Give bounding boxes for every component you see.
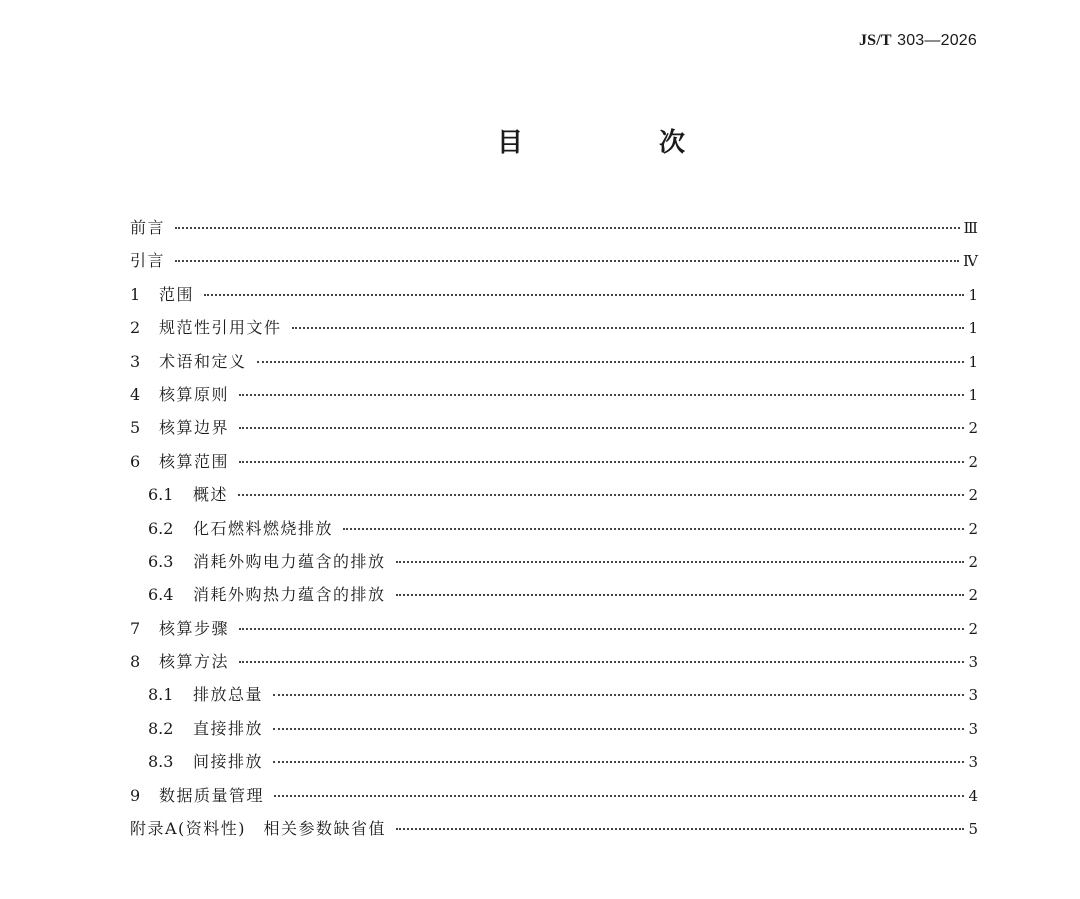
- toc-dot-leader: [273, 760, 964, 763]
- toc-entry-number: 7: [130, 618, 141, 638]
- toc-entry[interactable]: [130, 478, 978, 511]
- toc-entry-title: 化石燃料燃烧排放: [193, 518, 334, 538]
- toc-entry-page: 2: [968, 519, 978, 538]
- toc-entry-number: 8: [130, 652, 141, 672]
- toc-dot-leader: [274, 794, 964, 797]
- toc-entry-number: 8.1: [148, 685, 174, 705]
- document-code: [859, 30, 977, 50]
- toc-entry-title: 附录A(资料性) 相关参数缺省值: [130, 819, 387, 839]
- toc-dot-leader: [343, 527, 964, 530]
- toc-entry-title: 概述: [193, 485, 229, 505]
- toc-entry-number: 8.2: [148, 718, 174, 738]
- toc-entry-title: 核算方法: [159, 652, 230, 672]
- toc-dot-leader: [175, 226, 960, 229]
- toc-entry[interactable]: [130, 545, 978, 578]
- toc-entry-page: 3: [968, 719, 978, 738]
- document-code-number: 303—2026: [897, 32, 977, 49]
- toc-entry-page: 3: [968, 686, 978, 705]
- toc-entry-title: 前言: [130, 218, 166, 237]
- toc-entry-page: 2: [968, 619, 978, 638]
- toc-dot-leader: [204, 293, 964, 296]
- toc-entry-title: 规范性引用文件: [159, 318, 282, 338]
- toc-entry-number: 8.3: [148, 752, 174, 772]
- toc-entry-number: 6: [130, 451, 141, 471]
- toc-entry-number: 3: [130, 351, 141, 371]
- toc-entry[interactable]: [130, 745, 978, 778]
- toc-entry[interactable]: [130, 278, 978, 311]
- toc-entry-number: 2: [130, 318, 141, 338]
- toc-entry-title: 术语和定义: [159, 351, 247, 371]
- toc-entry-page: Ⅲ: [963, 219, 978, 237]
- toc-entry-page: 5: [968, 820, 978, 839]
- toc-entry-page: 2: [968, 452, 978, 471]
- toc-entry[interactable]: [130, 779, 978, 812]
- toc-dot-leader: [239, 660, 964, 663]
- toc-entry-title: 核算原则: [159, 384, 230, 404]
- toc-entry[interactable]: [130, 645, 978, 678]
- toc-entry[interactable]: [130, 378, 978, 411]
- toc-dot-leader: [239, 393, 964, 396]
- toc-entry-page: 2: [968, 552, 978, 571]
- toc-entry-title: 引言: [130, 251, 166, 271]
- toc-entry[interactable]: [130, 311, 978, 344]
- toc-entry-title: 核算范围: [159, 451, 230, 471]
- toc-entry-title: 直接排放: [193, 718, 264, 738]
- toc-entry-page: 1: [968, 285, 978, 304]
- toc-entry[interactable]: [130, 244, 978, 277]
- toc-entry-page: Ⅳ: [963, 252, 978, 271]
- toc-entry-page: 4: [968, 786, 978, 805]
- toc-entry-number: 6.3: [148, 551, 174, 571]
- toc-entry-page: 2: [968, 586, 978, 605]
- toc-entry-number: 9: [130, 785, 141, 805]
- toc-entry-number: 5: [130, 418, 141, 438]
- page-title: 目 次: [497, 128, 741, 158]
- toc-entry-number: 4: [130, 384, 141, 404]
- toc-dot-leader: [396, 593, 965, 596]
- toc-entry-page: 1: [968, 352, 978, 371]
- toc-entry-title: 核算步骤: [159, 618, 230, 638]
- document-code-prefix: JS/T: [858, 32, 892, 49]
- toc-dot-leader: [396, 560, 965, 563]
- toc-entry-number: 6.1: [148, 485, 174, 505]
- toc-entry[interactable]: [130, 445, 978, 478]
- toc-entry-title: 排放总量: [193, 685, 264, 705]
- toc-entry[interactable]: [130, 345, 978, 378]
- toc-entry[interactable]: [130, 211, 978, 244]
- toc-entry-number: 6.4: [148, 585, 174, 605]
- toc-entry-title: 数据质量管理: [159, 785, 265, 805]
- toc-dot-leader: [273, 727, 964, 730]
- toc-dot-leader: [239, 426, 964, 429]
- toc-entry[interactable]: [130, 712, 978, 745]
- toc-entry-title: 消耗外购热力蕴含的排放: [193, 585, 386, 605]
- toc-entry-title: 范围: [159, 284, 195, 304]
- toc-entry[interactable]: [130, 512, 978, 545]
- toc-entry-page: 2: [968, 419, 978, 438]
- toc-entry[interactable]: [130, 612, 978, 645]
- toc-dot-leader: [396, 827, 964, 830]
- toc-entry-title: 间接排放: [193, 752, 264, 772]
- toc-entry[interactable]: [130, 678, 978, 711]
- toc-dot-leader: [292, 326, 965, 329]
- toc-entry-page: 2: [968, 486, 978, 505]
- toc-dot-leader: [238, 493, 964, 496]
- table-of-contents: [130, 211, 978, 845]
- toc-entry-page: 1: [968, 319, 978, 338]
- toc-dot-leader: [175, 259, 959, 262]
- toc-entry-page: 1: [968, 385, 978, 404]
- toc-entry[interactable]: [130, 411, 978, 444]
- toc-entry-number: 1: [130, 284, 141, 304]
- toc-entry[interactable]: [130, 578, 978, 611]
- toc-dot-leader: [257, 360, 965, 363]
- toc-entry[interactable]: [130, 812, 978, 845]
- toc-entry-number: 6.2: [148, 518, 174, 538]
- toc-dot-leader: [239, 627, 964, 630]
- toc-entry-title: 核算边界: [159, 418, 230, 438]
- toc-entry-page: 3: [968, 753, 978, 772]
- toc-entry-page: 3: [968, 653, 978, 672]
- toc-dot-leader: [273, 693, 964, 696]
- toc-dot-leader: [239, 460, 964, 463]
- toc-entry-title: 消耗外购电力蕴含的排放: [193, 551, 386, 571]
